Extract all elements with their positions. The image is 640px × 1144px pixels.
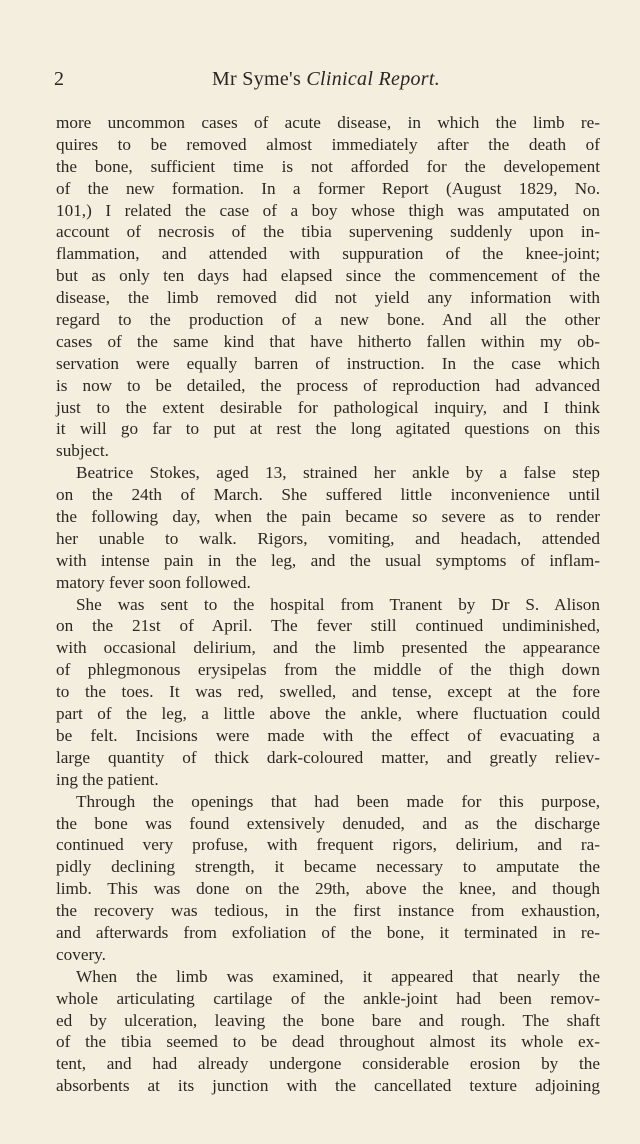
text-line: cases of the same kind that have hitherto fallen within my ob-: [56, 331, 600, 351]
running-head: [54, 68, 598, 91]
text-line: Beatrice Stokes, aged 13, strained her ankle by a false step: [76, 463, 600, 483]
text-line: be felt. Incisions were made with the effect of evacuating a: [56, 725, 600, 745]
text-line: regard to the production of a new bone. And all the other: [56, 310, 600, 330]
text-line: ing the patient.: [56, 769, 159, 789]
text-line: of the new formation. In a former Report (August 1829, No.: [56, 178, 600, 198]
text-line: to the toes. It was red, swelled, and tense, except at the fore: [56, 682, 600, 702]
page-number: 2: [54, 68, 64, 90]
text-line: When the limb was examined, it appeared that nearly the: [76, 966, 600, 986]
text-line: account of necrosis of the tibia supervening suddenly upon in-: [56, 222, 600, 242]
body-text: [56, 112, 600, 1097]
text-line: servation were equally barren of instruction. In the case which: [56, 353, 600, 373]
text-line: ed by ulceration, leaving the bone bare and rough. The shaft: [56, 1010, 600, 1030]
text-line: of the tibia seemed to be dead throughout almost its whole ex-: [56, 1032, 600, 1052]
text-line: continued very profuse, with frequent rigors, delirium, and ra-: [56, 835, 600, 855]
text-line: pidly declining strength, it became necessary to amputate the: [56, 857, 600, 877]
text-line: but as only ten days had elapsed since the commencement of the: [56, 266, 600, 286]
text-line: limb. This was done on the 29th, above the knee, and though: [56, 879, 600, 899]
text-line: with occasional delirium, and the limb presented the appearance: [56, 638, 600, 658]
text-line: matory fever soon followed.: [56, 572, 251, 592]
running-head-author: Mr Syme's: [211, 68, 302, 90]
text-line: disease, the limb removed did not yield any information with: [56, 288, 600, 308]
text-line: covery.: [56, 944, 106, 964]
text-line: of phlegmonous erysipelas from the middle of the thigh down: [56, 660, 600, 680]
text-line: absorbents at its junction with the cancellated texture adjoining: [56, 1076, 600, 1096]
text-line: 101,) I related the case of a boy whose thigh was amputated on: [56, 200, 600, 220]
text-line: with intense pain in the leg, and the usual symptoms of inflam-: [56, 550, 600, 570]
text-line: just to the extent desirable for pathological inquiry, and I think: [56, 397, 600, 417]
text-line: is now to be detailed, the process of reproduction had advanced: [56, 375, 600, 395]
text-line: flammation, and attended with suppuration of the knee-joint;: [56, 244, 600, 264]
text-line: quires to be removed almost immediately after the death of: [56, 134, 600, 154]
text-line: tent, and had already undergone considerable erosion by the: [56, 1054, 600, 1074]
text-line: on the 24th of March. She suffered little inconvenience until: [56, 485, 600, 505]
text-line: part of the leg, a little above the ankle, where fluctuation could: [56, 704, 600, 724]
text-line: the bone, sufficient time is not afforded for the developement: [56, 156, 600, 176]
text-line: and afterwards from exfoliation of the bone, it terminated in re-: [56, 922, 600, 942]
text-line: She was sent to the hospital from Tranent by Dr S. Alison: [76, 594, 600, 614]
text-line: on the 21st of April. The fever still continued undiminished,: [56, 616, 600, 636]
text-line: whole articulating cartilage of the ankle-joint had been remov-: [56, 988, 600, 1008]
page-header: [54, 68, 598, 98]
text-line: subject.: [56, 441, 109, 461]
text-line: the following day, when the pain became so severe as to render: [56, 507, 600, 527]
text-line: it will go far to put at rest the long agitated questions on this: [56, 419, 600, 439]
text-line: more uncommon cases of acute disease, in which the limb re-: [56, 113, 600, 132]
text-line: Through the openings that had been made for this purpose,: [76, 791, 600, 811]
text-line: her unable to walk. Rigors, vomiting, and headach, attended: [56, 528, 600, 548]
text-line: the recovery was tedious, in the first instance from exhaustion,: [56, 901, 600, 921]
running-head-title: Clinical Report.: [306, 68, 441, 90]
text-line: the bone was found extensively denuded, and as the discharge: [56, 813, 600, 833]
text-line: large quantity of thick dark-coloured matter, and greatly reliev-: [56, 747, 600, 767]
